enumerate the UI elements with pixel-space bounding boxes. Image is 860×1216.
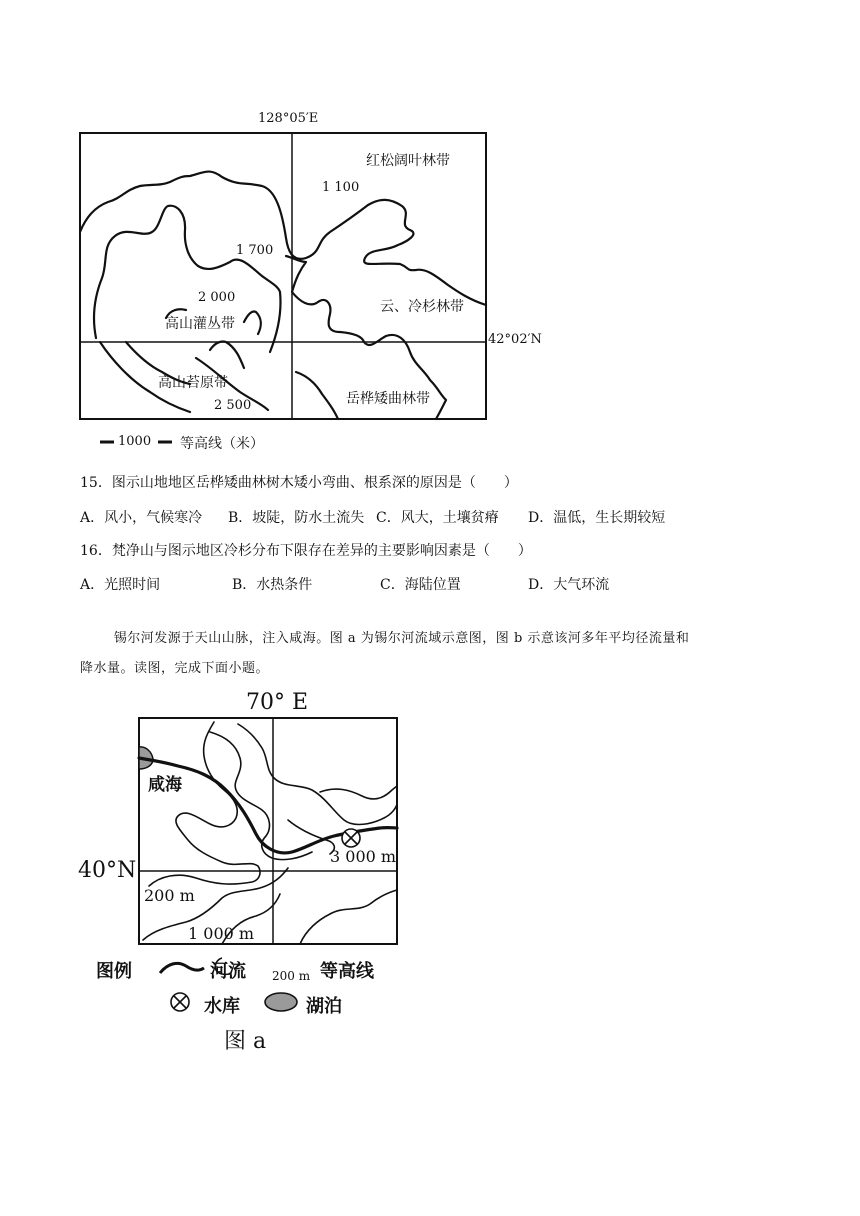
map2-legend-lake: 湖泊: [306, 996, 342, 1017]
passage-line-2: 降水量。读图，完成下面小题。: [80, 661, 270, 676]
q15-option-c[interactable]: C．风大，土壤贫瘠: [376, 510, 499, 526]
map1-longitude-label: 128°05′E: [258, 111, 319, 126]
contour-label-1000m: 1 000 m: [188, 924, 255, 943]
map1-latitude-label: 42°02′N: [488, 332, 542, 347]
contour-200m: [149, 722, 260, 886]
q16-option-a[interactable]: A．光照时间: [80, 577, 161, 593]
zone-label-alpine-shrub: 高山灌丛带: [165, 316, 235, 332]
map1-legend-value: 1000: [118, 434, 152, 449]
contour-label-1100: 1 100: [322, 180, 360, 195]
question-16-stem: 16．梵净山与图示地区冷杉分布下限存在差异的主要影响因素是（ ）: [80, 543, 532, 559]
legend-lake-icon: [265, 993, 297, 1011]
q15-option-a[interactable]: A．风小，气候寒冷: [80, 510, 203, 526]
contour-line-lower-right: [296, 372, 338, 419]
map2-legend-river: 河流: [210, 961, 246, 982]
contour-line-1100: [80, 172, 486, 305]
map2-latitude-label: 40°N: [78, 858, 137, 883]
q16-option-d[interactable]: D．大气环流: [528, 577, 610, 593]
contour-lower-right: [300, 890, 397, 944]
q16-option-b[interactable]: B．水热条件: [232, 577, 313, 593]
q15-option-b[interactable]: B．坡陡，防水土流失: [228, 510, 365, 526]
legend-river-sample: [160, 963, 204, 973]
map2-legend-contour: 等高线: [320, 961, 374, 982]
map1-legend-label: 等高线（米）: [180, 436, 264, 452]
map2-legend-title: 图例: [96, 961, 132, 982]
zone-label-birch: 岳桦矮曲林带: [346, 391, 430, 407]
question-15-stem: 15．图示山地地区岳桦矮曲林树木矮小弯曲、根系深的原因是（ ）: [80, 475, 518, 491]
contour-label-1700: 1 700: [236, 243, 274, 258]
passage-line-1: 锡尔河发源于天山山脉，注入咸海。图 a 为锡尔河流域示意图，图 b 示意该河多年平均径流量和: [113, 631, 690, 646]
vegetation-zone-map: [70, 105, 560, 455]
q16-option-c[interactable]: C．海陆位置: [380, 577, 461, 593]
zone-label-korean-pine: 红松阔叶林带: [366, 153, 450, 169]
legend-reservoir-icon: [171, 993, 189, 1011]
map2-caption: 图 a: [224, 1029, 267, 1054]
zone-label-alpine-tundra: 高山苔原带: [158, 375, 228, 391]
map2-legend-contour-sample: 200 m: [272, 969, 311, 983]
aral-sea-label: 咸海: [148, 775, 182, 795]
contour-label-200m: 200 m: [144, 886, 195, 905]
contour-line-mid: [210, 341, 244, 368]
map2-legend-reservoir: 水库: [204, 996, 240, 1017]
map2-longitude-label: 70° E: [246, 690, 309, 715]
q15-option-d[interactable]: D．温低，生长期较短: [528, 510, 666, 526]
map1-frame: [80, 133, 486, 419]
contour-label-2500: 2 500: [214, 398, 252, 413]
contour-label-2000: 2 000: [198, 290, 236, 305]
contour-label-3000m: 3 000 m: [330, 847, 397, 866]
reservoir-icon: [342, 829, 360, 847]
zone-label-spruce-fir: 云、冷杉林带: [380, 299, 464, 315]
